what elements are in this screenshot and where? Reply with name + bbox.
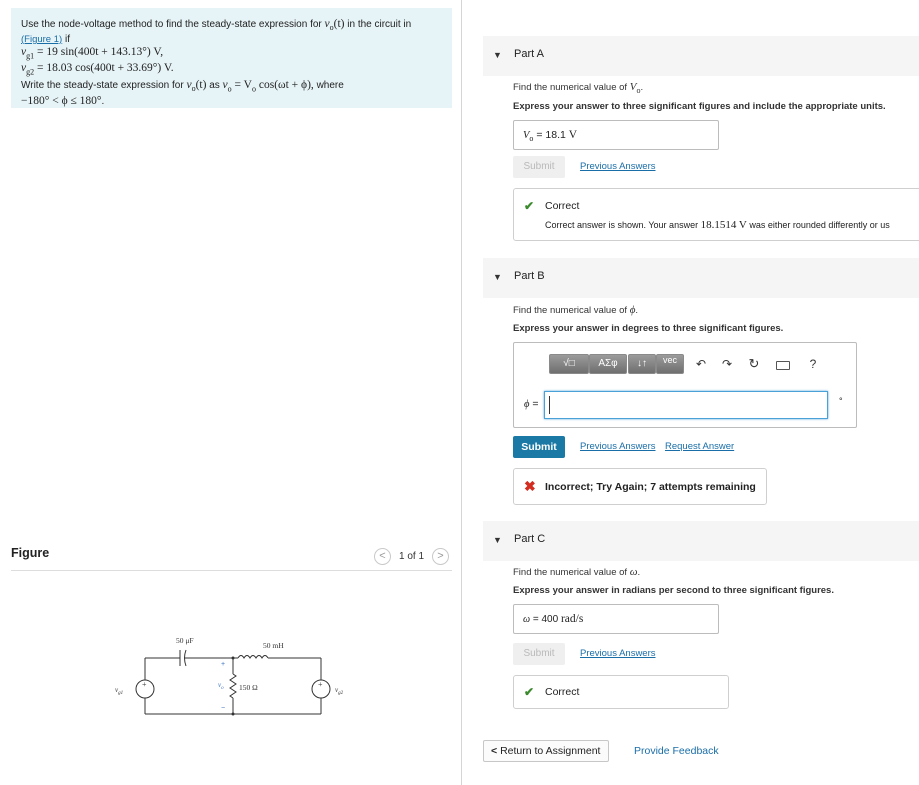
vo-plus: + bbox=[221, 661, 226, 668]
part-b-format-instruction: Express your answer in degrees to three significant figures. bbox=[513, 323, 784, 334]
redo-icon[interactable]: ↷ bbox=[721, 357, 733, 371]
part-a-instruction: Find the numerical value of $V_o$. bbox=[513, 81, 644, 95]
part-b-answer-label: ϕ = bbox=[524, 398, 539, 410]
part-c-previous-answers-link[interactable]: Previous Answers bbox=[580, 648, 656, 659]
inductor-label: 50 mH bbox=[263, 641, 284, 650]
figure-divider bbox=[11, 570, 452, 571]
caret-down-icon: ▼ bbox=[493, 535, 502, 545]
figure-title: Figure bbox=[11, 546, 50, 560]
part-c-answer: ω = 400 rad/s bbox=[523, 613, 584, 625]
degree-unit: ° bbox=[839, 396, 843, 406]
part-a-answer-box[interactable] bbox=[513, 120, 719, 150]
part-a-header[interactable] bbox=[483, 36, 919, 76]
figure-link[interactable]: (Figure 1) bbox=[21, 34, 63, 45]
vo-label: $v_o$ bbox=[218, 681, 224, 691]
part-a-previous-answers-link[interactable]: Previous Answers bbox=[580, 161, 656, 172]
phi-answer-input[interactable] bbox=[544, 391, 828, 419]
part-a-format-instruction: Express your answer to three significant figures and include the appropriate units. bbox=[513, 101, 886, 112]
return-to-assignment-button[interactable]: < Return to Assignment bbox=[483, 740, 609, 762]
reset-icon[interactable]: ↻ bbox=[748, 356, 760, 371]
help-icon[interactable]: ? bbox=[809, 357, 817, 371]
chevron-left-icon[interactable]: < bbox=[374, 548, 391, 565]
part-a-feedback bbox=[513, 188, 919, 241]
vg2-plus: + bbox=[318, 680, 323, 689]
part-b-instruction: Find the numerical value of ϕ. bbox=[513, 304, 639, 316]
part-a-submit-button[interactable]: Submit bbox=[513, 156, 565, 178]
part-b-header[interactable] bbox=[483, 258, 919, 298]
vo-form-expression: $v_o = V_o$ cos(ωt + ϕ), bbox=[222, 78, 314, 93]
vg2-label: $v_{g2}$ bbox=[335, 686, 344, 696]
text-cursor bbox=[549, 396, 550, 414]
vg1-plus: + bbox=[142, 680, 147, 689]
part-b-feedback-text: Incorrect; Try Again; 7 attempts remaining bbox=[545, 481, 756, 493]
problem-statement: Use the node-voltage method to find the steady-state expression for $v_o(t)$ in the circuit in (Figure 1) if $v_{g1} = 19$ sin(400t + 143.13°) V, $v_{g2} = 18.03$ cos(400t + 33.69°) V. Write the steady-state expression for $v_o(t)$ as $v_o = V_o$ cos(ωt + ϕ), where −180° < ϕ ≤ 180°. bbox=[11, 8, 452, 108]
part-b-feedback bbox=[513, 468, 767, 505]
vg2-equation: $v_{g2} = 18.03$ cos(400t + 33.69°) V. bbox=[21, 62, 174, 77]
keyboard-icon[interactable] bbox=[776, 361, 790, 370]
checkmark-icon: ✔ bbox=[524, 685, 535, 699]
part-c-header[interactable] bbox=[483, 521, 919, 561]
sort-button[interactable]: ↓↑ bbox=[628, 354, 656, 374]
panel-divider bbox=[461, 0, 462, 785]
part-b-previous-answers-link[interactable]: Previous Answers bbox=[580, 441, 656, 452]
part-b-submit-button[interactable]: Submit bbox=[513, 436, 565, 458]
part-c-feedback bbox=[513, 675, 729, 709]
greek-symbols-button[interactable]: ΑΣφ bbox=[589, 354, 627, 374]
part-a-feedback-text: Correct answer is shown. Your answer 18.1514 V was either rounded differently or us bbox=[545, 219, 890, 231]
part-a-answer: $V_o = 18.1$ V bbox=[523, 129, 578, 144]
phi-range: −180° < ϕ ≤ 180° bbox=[21, 94, 102, 107]
part-b-answer-panel bbox=[513, 342, 857, 428]
resistor-label: 150 Ω bbox=[239, 683, 258, 692]
part-a-label: Part A bbox=[514, 48, 544, 60]
figure-pager: 1 of 1 bbox=[399, 551, 425, 562]
circuit-diagram bbox=[105, 630, 355, 720]
chevron-right-icon[interactable]: > bbox=[432, 548, 449, 565]
capacitor-label: 50 μF bbox=[176, 636, 194, 645]
templates-button[interactable]: √□ bbox=[549, 354, 589, 374]
part-c-answer-box[interactable] bbox=[513, 604, 719, 634]
part-c-instruction: Find the numerical value of ω. bbox=[513, 566, 641, 578]
vo-minus: − bbox=[221, 705, 226, 712]
request-answer-link[interactable]: Request Answer bbox=[665, 441, 735, 452]
part-c-label: Part C bbox=[514, 533, 546, 545]
chevron-left-icon: < bbox=[491, 745, 498, 757]
part-c-feedback-title: Correct bbox=[545, 686, 580, 698]
caret-down-icon: ▼ bbox=[493, 272, 502, 282]
checkmark-icon: ✔ bbox=[524, 199, 535, 213]
provide-feedback-link[interactable]: Provide Feedback bbox=[634, 745, 719, 757]
part-c-submit-button[interactable]: Submit bbox=[513, 643, 565, 665]
part-c-format-instruction: Express your answer in radians per second to three significant figures. bbox=[513, 585, 834, 596]
vg1-equation: $v_{g1} = 19$ sin(400t + 143.13°) V, bbox=[21, 46, 164, 61]
vg1-label: $v_{g1}$ bbox=[115, 686, 124, 696]
problem-text: Use the node-voltage method to find the steady-state expression for bbox=[21, 19, 322, 30]
part-a-feedback-title: Correct bbox=[545, 200, 580, 212]
undo-icon[interactable]: ↶ bbox=[695, 357, 707, 371]
part-b-label: Part B bbox=[514, 270, 545, 282]
vector-button[interactable]: vec bbox=[656, 354, 684, 374]
caret-down-icon: ▼ bbox=[493, 50, 502, 60]
incorrect-x-icon: ✖ bbox=[524, 478, 536, 494]
